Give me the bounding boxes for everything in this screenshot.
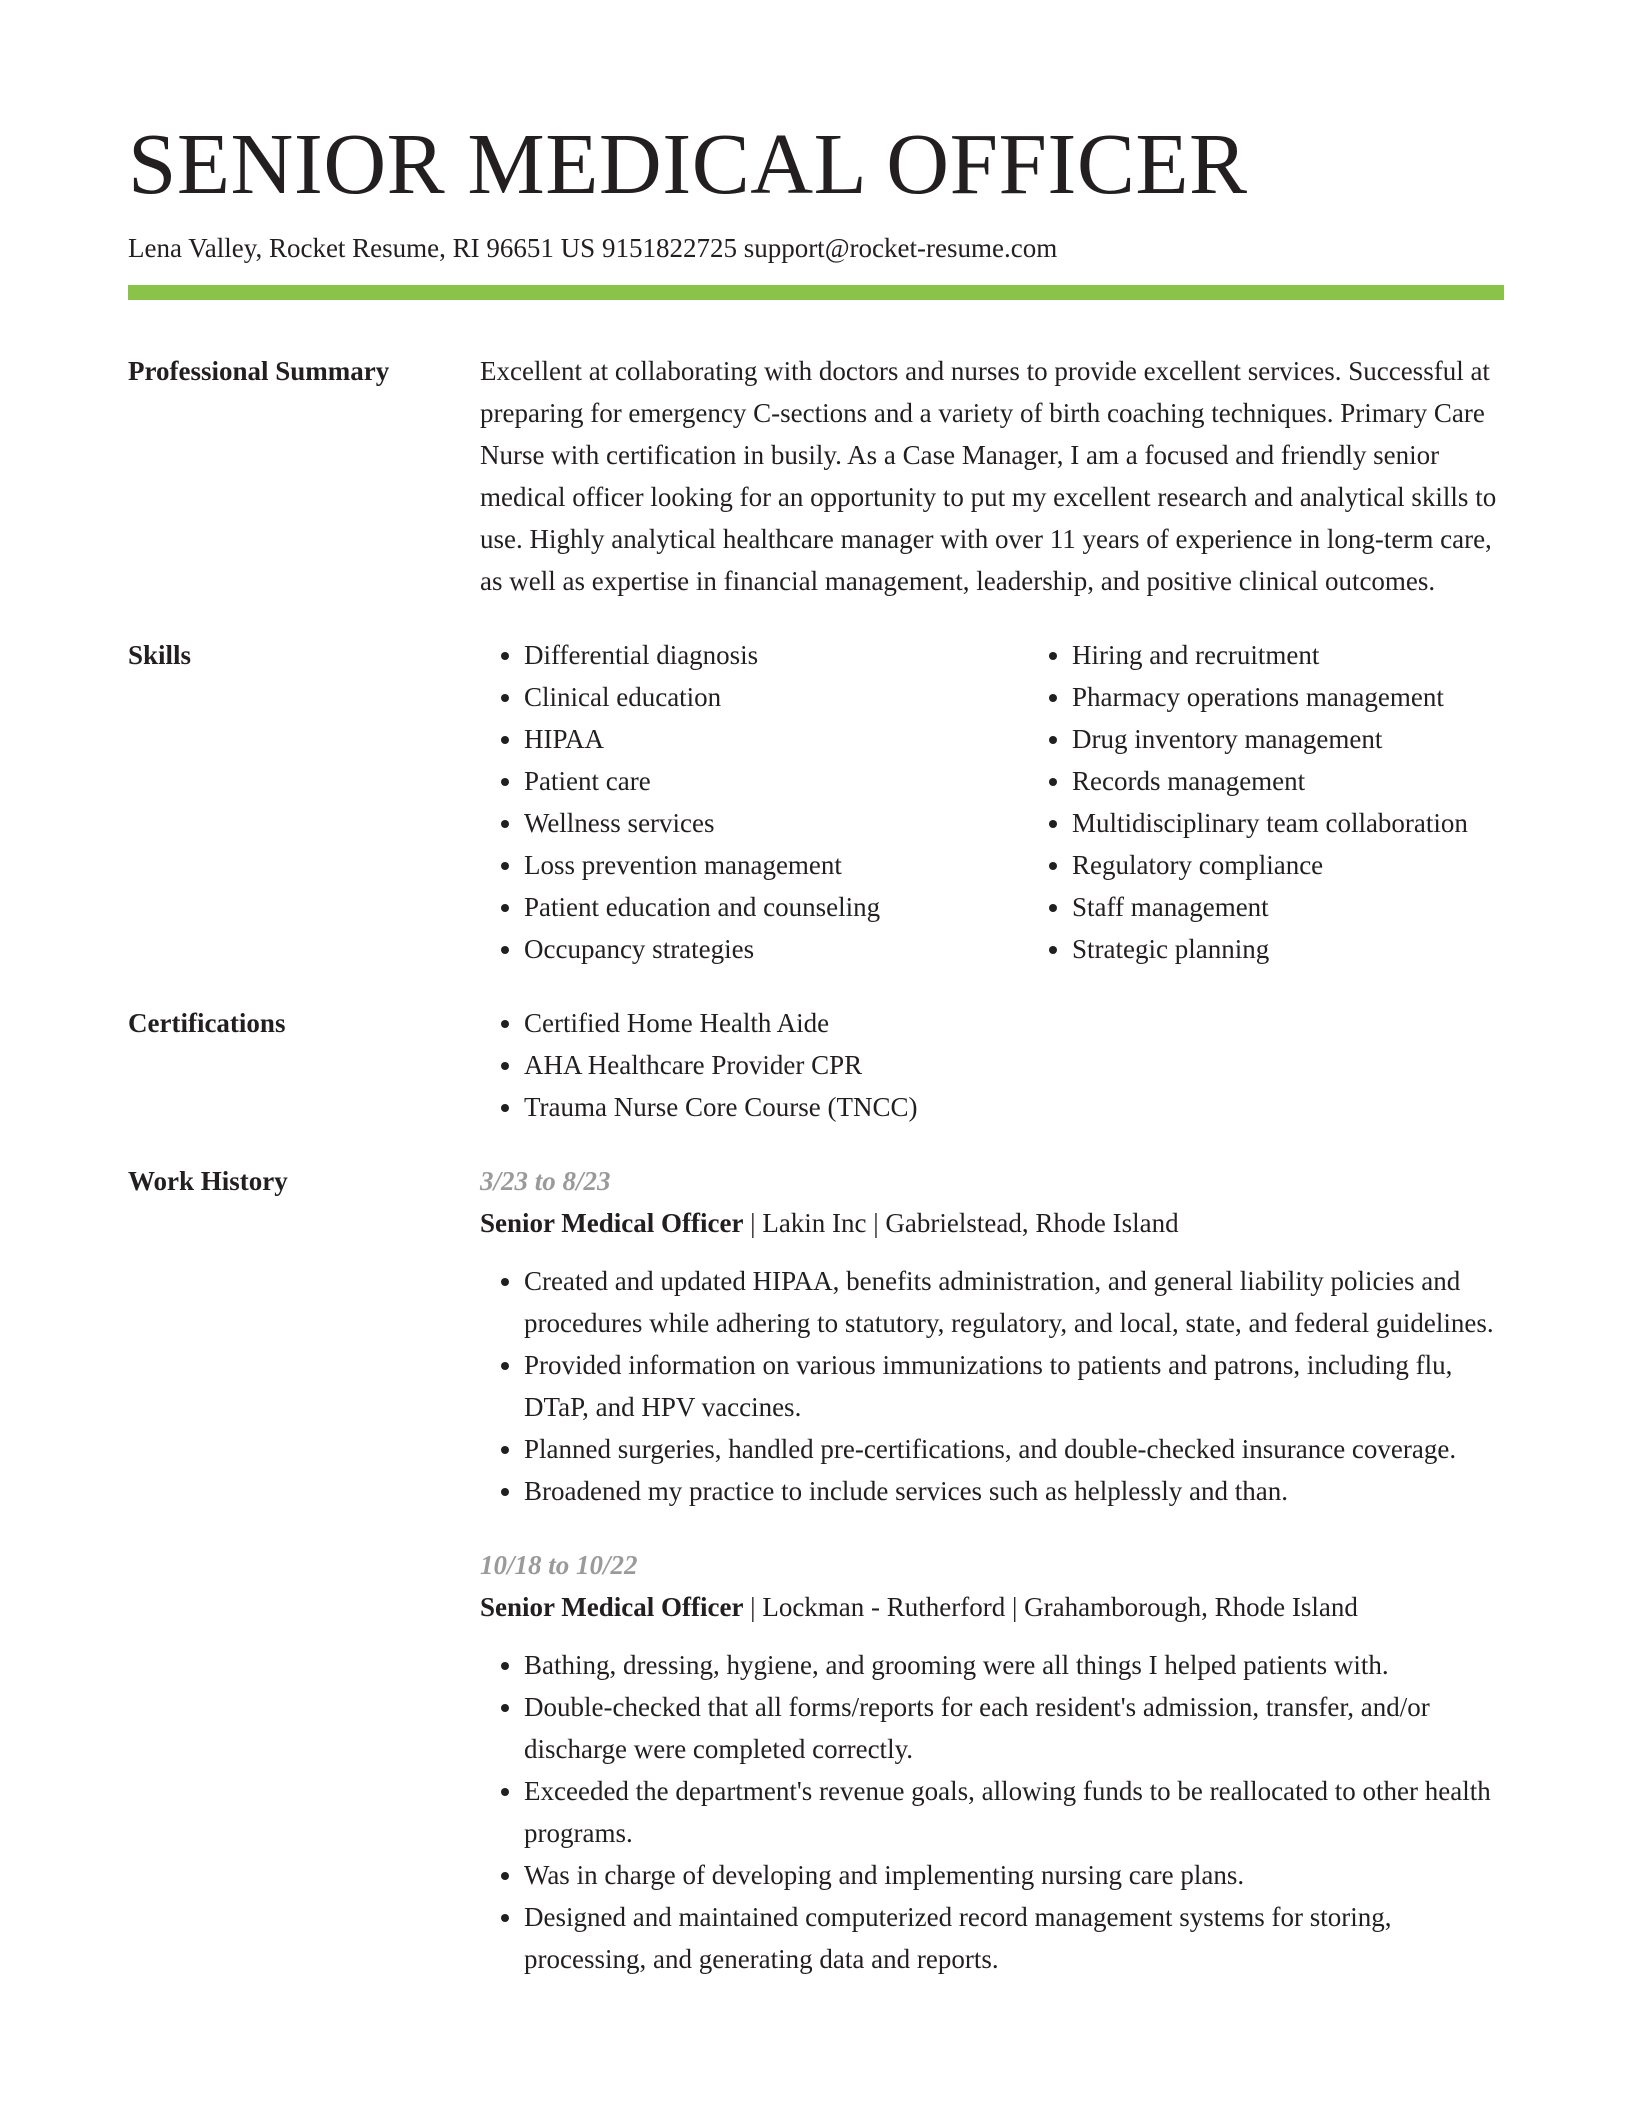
job-bullet: • Designed and maintained computerized record management systems for storing, processing, and generating data and reports. <box>524 1896 1504 1980</box>
skill-item: • Records management <box>1072 760 1504 802</box>
skill-item: • Patient care <box>524 760 1028 802</box>
job-company-location: | Lakin Inc | Gabrielstead, Rhode Island <box>743 1208 1179 1239</box>
skill-item: • Loss prevention management <box>524 844 1028 886</box>
job-bullet: • Provided information on various immunizations to patients and patrons, including flu, DTaP, and HPV vaccines. <box>524 1344 1504 1428</box>
job-bullet: • Created and updated HIPAA, benefits administration, and general liability policies and procedures while adhering to statutory, regulatory, and local, state, and federal guidelines. <box>524 1260 1504 1344</box>
job-bullet: • Broadened my practice to include services such as helplessly and than. <box>524 1470 1504 1512</box>
job-bullet: • Bathing, dressing, hygiene, and grooming were all things I helped patients with. <box>524 1644 1504 1686</box>
section-title-skills: Skills <box>128 640 192 671</box>
skill-item: • HIPAA <box>524 718 1028 760</box>
job-entry <box>480 1544 1504 1980</box>
job-bullet: • Was in charge of developing and implementing nursing care plans. <box>524 1854 1504 1896</box>
skill-item: • Regulatory compliance <box>1072 844 1504 886</box>
section-title-summary: Professional Summary <box>128 356 390 387</box>
resume-name: SENIOR MEDICAL OFFICER <box>128 115 1248 212</box>
work-history-section <box>128 1160 1504 1980</box>
skill-item: • Differential diagnosis <box>524 634 1028 676</box>
job-heading <box>480 1202 1504 1244</box>
skill-item: • Hiring and recruitment <box>1072 634 1504 676</box>
skill-item: • Pharmacy operations management <box>1072 676 1504 718</box>
skill-item: • Clinical education <box>524 676 1028 718</box>
job-dates: 3/23 to 8/23 <box>480 1166 611 1197</box>
summary-section <box>128 350 1504 602</box>
job-bullet: • Exceeded the department's revenue goals, allowing funds to be reallocated to other health programs. <box>524 1770 1504 1854</box>
skill-item: • Staff management <box>1072 886 1504 928</box>
contact-address: Lena Valley, Rocket Resume, RI 96651 US <box>128 233 596 263</box>
summary-text: Excellent at collaborating with doctors and nurses to provide excellent services. Successful at preparing for emergency C-sections and a variety of birth coaching techniques. Primary Care Nurse with certification in busily. As a Case Manager, I am a focused and friendly senior medical officer looking for an opportunity to put my excellent research and analytical skills to use. Highly analytical healthcare manager with over 11 years of experience in long-term care, as well as expertise in financial management, leadership, and positive clinical outcomes. <box>480 356 1497 597</box>
section-title-work-history: Work History <box>128 1166 288 1197</box>
skills-section <box>128 634 1504 970</box>
header-divider <box>128 285 1504 300</box>
job-dates: 10/18 to 10/22 <box>480 1550 638 1581</box>
skill-item: • Patient education and counseling <box>524 886 1028 928</box>
skill-item: • Strategic planning <box>1072 928 1504 970</box>
job-bullets <box>480 1260 1504 1512</box>
contact-line <box>128 231 1504 266</box>
skill-item: • Wellness services <box>524 802 1028 844</box>
skill-item: • Occupancy strategies <box>524 928 1028 970</box>
job-bullets <box>480 1644 1504 1980</box>
skills-list-left <box>480 634 1028 970</box>
section-title-certifications: Certifications <box>128 1008 286 1039</box>
job-heading <box>480 1586 1504 1628</box>
job-entry <box>480 1160 1504 1512</box>
contact-phone: 9151822725 <box>601 233 737 263</box>
certification-item: • AHA Healthcare Provider CPR <box>524 1044 1504 1086</box>
certifications-list <box>480 1002 1504 1128</box>
skills-list-right <box>1028 634 1504 970</box>
job-title: Senior Medical Officer <box>480 1208 744 1239</box>
certification-item: • Certified Home Health Aide <box>524 1002 1504 1044</box>
job-title: Senior Medical Officer <box>480 1592 744 1623</box>
skill-item: • Drug inventory management <box>1072 718 1504 760</box>
job-bullet: • Double-checked that all forms/reports for each resident's admission, transfer, and/or discharge were completed correctly. <box>524 1686 1504 1770</box>
job-company-location: | Lockman - Rutherford | Grahamborough, Rhode Island <box>743 1592 1358 1623</box>
contact-email[interactable]: support@rocket-resume.com <box>743 233 1058 263</box>
certification-item: • Trauma Nurse Core Course (TNCC) <box>524 1086 1504 1128</box>
certifications-section <box>128 1002 1504 1128</box>
resume-page <box>128 0 1504 1980</box>
skill-item: • Multidisciplinary team collaboration <box>1072 802 1504 844</box>
job-bullet: • Planned surgeries, handled pre-certifications, and double-checked insurance coverage. <box>524 1428 1504 1470</box>
